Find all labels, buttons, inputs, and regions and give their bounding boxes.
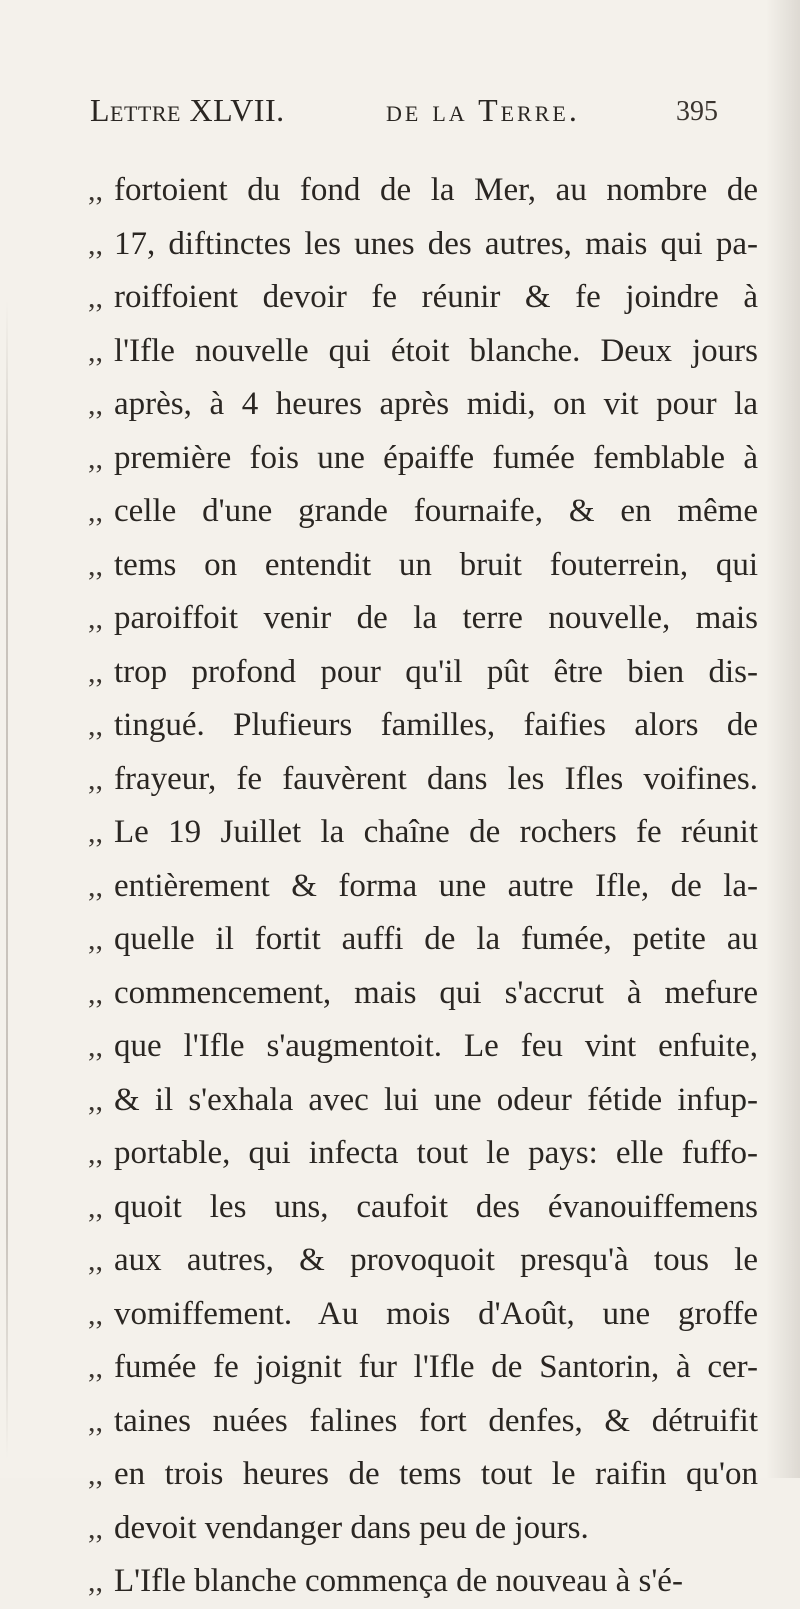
- text-line: [88, 1555, 758, 1609]
- text-line: [88, 325, 758, 379]
- line-text: portable, qui infecta tout le pays: elle fuffo-: [114, 1135, 758, 1171]
- text-line: [88, 753, 758, 807]
- quotation-mark: ,,: [88, 1404, 103, 1438]
- quotation-mark: ,,: [88, 1297, 103, 1331]
- quotation-mark: ,,: [88, 548, 103, 582]
- line-text: trop profond pour qu'il pût être bien dis-: [114, 653, 758, 690]
- page-number: 395: [676, 96, 718, 127]
- quotation-mark: ,,: [88, 869, 103, 903]
- text-line: [88, 164, 758, 218]
- quotation-mark: ,,: [88, 976, 103, 1010]
- line-text: quelle il fortit auffi de la fumée, petite au: [114, 921, 758, 957]
- text-line: [88, 1074, 758, 1128]
- line-text: entièrement & forma une autre Ifle, de la-: [114, 867, 758, 904]
- text-line: [88, 806, 758, 860]
- text-line: [88, 1020, 758, 1074]
- text-line: [88, 1288, 758, 1342]
- quotation-mark: ,,: [88, 1351, 103, 1384]
- quotation-mark: ,,: [88, 602, 103, 635]
- page-edge-shadow: [6, 300, 8, 1460]
- quotation-mark: ,,: [88, 762, 103, 796]
- quotation-mark: ,,: [88, 388, 103, 421]
- line-text: après, à 4 heures après midi, on vit pour la: [114, 386, 758, 422]
- running-head-letter: Lettre XLVII.: [90, 92, 285, 128]
- line-text: que l'Ifle s'augmentoit. Le feu vint enfuite,: [114, 1028, 758, 1064]
- text-line: [88, 592, 758, 646]
- quotation-mark: ,,: [88, 227, 103, 261]
- quotation-mark: ,,: [88, 1190, 103, 1224]
- text-line: [88, 218, 758, 272]
- line-text: roiffoient devoir fe réunir & fe joindre à: [114, 279, 758, 315]
- text-line: [88, 271, 758, 325]
- text-line: [88, 967, 758, 1021]
- line-text: L'Ifle blanche commença de nouveau à s'é-: [114, 1563, 683, 1599]
- line-text: paroiffoit venir de la terre nouvelle, mais: [114, 600, 758, 636]
- line-text: tems on entendit un bruit fouterrein, qui: [114, 546, 758, 583]
- quotation-mark: ,,: [88, 281, 103, 314]
- quotation-mark: ,,: [88, 655, 103, 689]
- text-line: [88, 1448, 758, 1502]
- text-line: [88, 1234, 758, 1288]
- line-text: 17, diftinctes les unes des autres, mais qui pa-: [114, 225, 758, 262]
- text-line: [88, 1395, 758, 1449]
- line-text: & il s'exhala avec lui une odeur fétide infup-: [114, 1081, 758, 1118]
- quotation-mark: ,,: [88, 1244, 103, 1277]
- line-text: quoit les uns, caufoit des évanouiffemens: [114, 1188, 758, 1225]
- quotation-mark: ,,: [88, 441, 103, 475]
- quotation-mark: ,,: [88, 923, 103, 956]
- line-text: devoit vendanger dans peu de jours.: [114, 1509, 589, 1546]
- quotation-mark: ,,: [88, 709, 103, 742]
- text-line: [88, 485, 758, 539]
- running-header: [90, 92, 730, 144]
- quotation-mark: ,,: [88, 1565, 103, 1598]
- spine-shadow: [766, 0, 800, 1478]
- line-text: commencement, mais qui s'accrut à mefure: [114, 974, 758, 1011]
- quotation-mark: ,,: [88, 174, 103, 207]
- text-line: [88, 699, 758, 753]
- quotation-mark: ,,: [88, 495, 103, 528]
- line-text: fumée fe joignit fur l'Ifle de Santorin, à cer-: [114, 1349, 758, 1385]
- line-text: vomiffement. Au mois d'Août, une groffe: [114, 1295, 758, 1332]
- text-line: [88, 913, 758, 967]
- line-text: tingué. Plufieurs familles, faifies alors de: [114, 707, 758, 743]
- body-text: [88, 164, 758, 1609]
- line-text: fortoient du fond de la Mer, au nombre de: [114, 172, 758, 208]
- line-text: aux autres, & provoquoit presqu'à tous le: [114, 1242, 758, 1278]
- quotation-mark: ,,: [88, 1137, 103, 1170]
- text-line: [88, 432, 758, 486]
- text-line: [88, 860, 758, 914]
- quotation-mark: ,,: [88, 1083, 103, 1117]
- text-line: [88, 539, 758, 593]
- quotation-mark: ,,: [88, 1030, 103, 1063]
- line-text: l'Ifle nouvelle qui étoit blanche. Deux jours: [114, 332, 758, 369]
- text-line: [88, 1181, 758, 1235]
- quotation-mark: ,,: [88, 334, 103, 368]
- text-line: [88, 1127, 758, 1181]
- line-text: première fois une épaiffe fumée femblable à: [114, 439, 758, 476]
- text-line: [88, 1502, 758, 1556]
- quotation-mark: ,,: [88, 816, 103, 849]
- line-text: taines nuées falines fort denfes, & détruifit: [114, 1402, 758, 1439]
- line-text: en trois heures de tems tout le raifin qu'on: [114, 1456, 758, 1492]
- quotation-mark: ,,: [88, 1511, 103, 1545]
- text-line: [88, 1341, 758, 1395]
- line-text: celle d'une grande fournaife, & en même: [114, 493, 758, 529]
- quotation-mark: ,,: [88, 1458, 103, 1491]
- text-line: [88, 378, 758, 432]
- line-text: Le 19 Juillet la chaîne de rochers fe réunit: [114, 814, 758, 850]
- line-text: frayeur, fe fauvèrent dans les Ifles voifines.: [114, 760, 758, 797]
- text-line: [88, 646, 758, 700]
- running-head-title: de la Terre.: [386, 92, 580, 128]
